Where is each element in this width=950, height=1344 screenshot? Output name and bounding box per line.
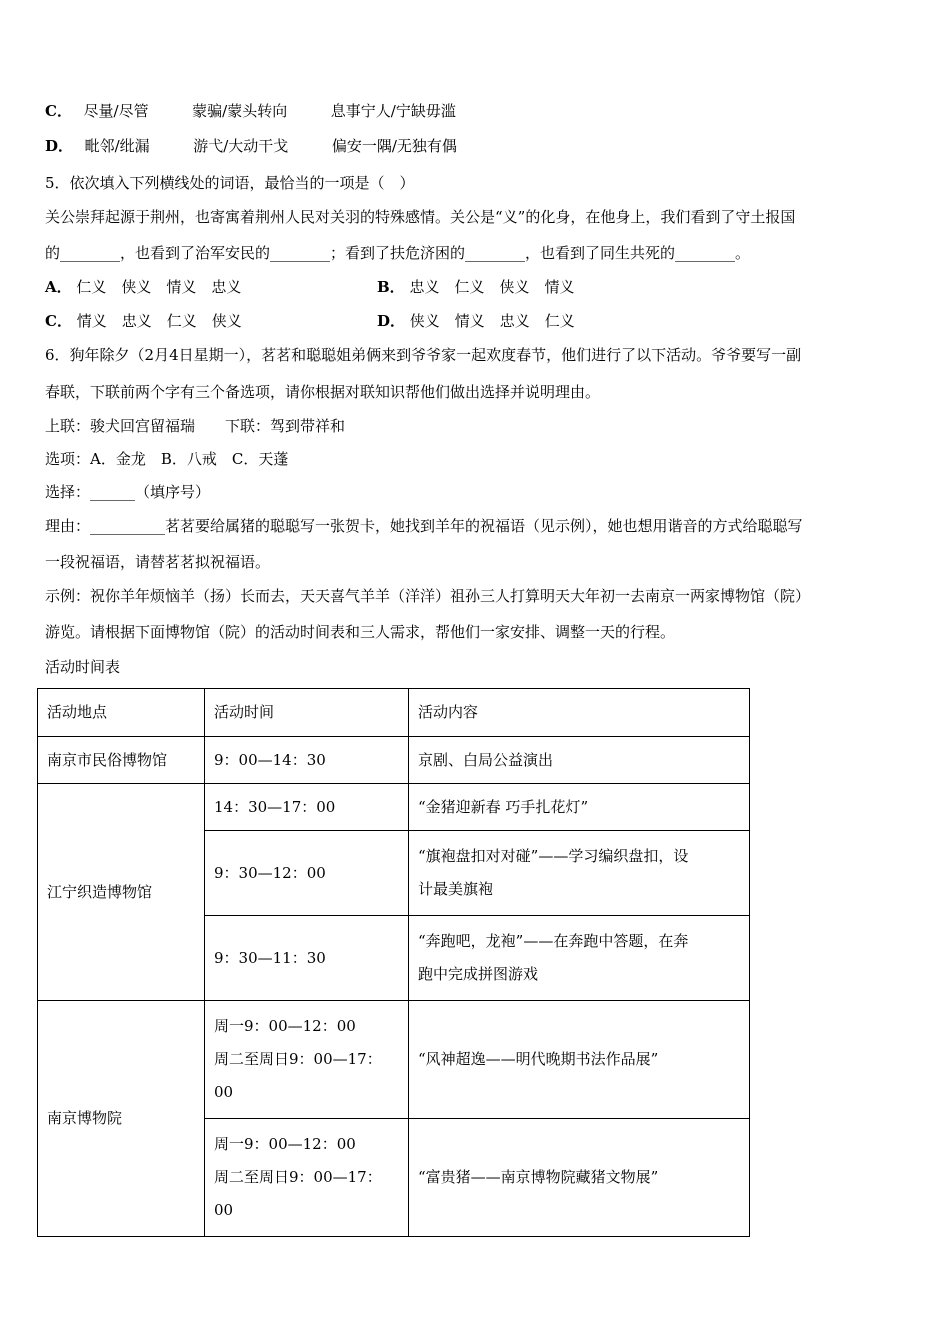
option-label: C． (45, 312, 72, 330)
activity-content (409, 831, 750, 916)
header-time: 活动时间 (205, 689, 409, 737)
header-location: 活动地点 (38, 689, 205, 737)
activity-content (409, 916, 750, 1001)
option-d-prev (45, 135, 457, 157)
q6-choices: 选项：A．金龙 B．八戒 C．天蓬 (45, 450, 289, 468)
museum-name: 南京市民俗博物馆 (38, 737, 205, 784)
option-label: C． (45, 102, 72, 120)
content-line: 计最美旗袍 (418, 880, 494, 898)
q6-couplet: 上联：骏犬回宫留福瑞 下联：驾到带祥和 (45, 417, 346, 435)
option-label: A． (45, 278, 72, 296)
q6-example-line1: 示例：祝你羊年烦恼羊（扬）长而去，天天喜气羊羊（洋洋）祖孙三人打算明天大年初一去南京一两家博物馆（院） (45, 587, 811, 605)
table-row (38, 1001, 750, 1119)
time-line: 周一9：00—12：00 (214, 1135, 356, 1153)
header-content: 活动内容 (409, 689, 750, 737)
q6-stem-line2: 春联，下联前两个字有三个备选项，请你根据对联知识帮他们做出选择并说明理由。 (45, 383, 601, 401)
option-text: 仁义 侠义 情义 忠义 (76, 278, 242, 296)
content-line: “奔跑吧，龙袍”——在奔跑中答题，在奔 (418, 932, 689, 950)
option-label: B． (377, 278, 405, 296)
museum-name: 南京博物院 (38, 1001, 205, 1237)
option-item: 息事宁人/宁缺毋滥 (330, 102, 456, 120)
activity-content: 京剧、白局公益演出 (409, 737, 750, 784)
table-header-row (38, 689, 750, 737)
option-text: 情义 忠义 仁义 侠义 (76, 312, 242, 330)
activity-time: 9：00—14：30 (205, 737, 409, 784)
option-text: 侠义 情义 忠义 仁义 (409, 312, 575, 330)
activity-content: “金猪迎新春 巧手扎花灯” (409, 784, 750, 831)
time-line: 00 (214, 1201, 234, 1219)
option-label: D． (45, 137, 74, 155)
option-item: 蒙骗/蒙头转向 (192, 102, 288, 120)
activity-time: 9：30—11：30 (205, 916, 409, 1001)
activity-time: 9：30—12：00 (205, 831, 409, 916)
q5-stem: 5．依次填入下列横线处的词语，最恰当的一项是（ ） (45, 174, 415, 192)
activity-time: 14：30—17：00 (205, 784, 409, 831)
option-item: 偏安一隅/无独有偶 (331, 137, 457, 155)
q6-reason-line1: 理由：__________茗茗要给属猪的聪聪写一张贺卡，她找到羊年的祝福语（见示例），她也想用谐音的方式给聪聪写 (45, 517, 803, 535)
q5-option-c (45, 310, 242, 332)
table-row (38, 784, 750, 831)
table-title: 活动时间表 (45, 658, 121, 676)
museum-name: 江宁织造博物馆 (38, 784, 205, 1001)
activity-time (205, 1001, 409, 1119)
option-item: 游弋/大动干戈 (193, 137, 289, 155)
q5-option-b (377, 276, 574, 298)
time-line: 周二至周日9：00—17： (214, 1050, 382, 1068)
table-row (38, 737, 750, 784)
activity-content: “富贵猪——南京博物院藏猪文物展” (409, 1119, 750, 1237)
time-line: 00 (214, 1083, 234, 1101)
q5-passage-line1: 关公崇拜起源于荆州，也寄寓着荆州人民对关羽的特殊感情。关公是“义”的化身，在他身上，我们看到了守土报国 (45, 208, 796, 226)
activity-time (205, 1119, 409, 1237)
time-line: 周一9：00—12：00 (214, 1017, 356, 1035)
option-label: D． (377, 312, 406, 330)
option-item: 毗邻/纰漏 (84, 137, 150, 155)
q5-option-a (45, 276, 241, 298)
q5-option-d (377, 310, 575, 332)
q6-stem-line1: 6．狗年除夕（2月4日星期一），茗茗和聪聪姐弟俩来到爷爷家一起欢度春节，他们进行了以下活动。爷爷要写一副 (45, 346, 802, 364)
q5-passage-line2: 的________，也看到了治军安民的________；看到了扶危济困的________，也看到了同生共死的________。 (45, 244, 751, 262)
time-line: 周二至周日9：00—17： (214, 1168, 382, 1186)
q6-example-line2: 游览。请根据下面博物馆（院）的活动时间表和三人需求，帮他们一家安排、调整一天的行程。 (45, 623, 676, 641)
schedule-table (37, 688, 750, 1237)
option-item: 尽量/尽管 (83, 102, 149, 120)
option-c-prev (45, 100, 456, 122)
content-line: 跑中完成拼图游戏 (418, 965, 539, 983)
content-line: “旗袍盘扣对对碰”——学习编织盘扣，设 (418, 847, 689, 865)
option-text: 忠义 仁义 侠义 情义 (409, 278, 575, 296)
activity-content: “风神超逸——明代晚期书法作品展” (409, 1001, 750, 1119)
q6-select: 选择：______（填序号） (45, 483, 211, 501)
q6-reason-line2: 一段祝福语，请替茗茗拟祝福语。 (45, 553, 271, 571)
